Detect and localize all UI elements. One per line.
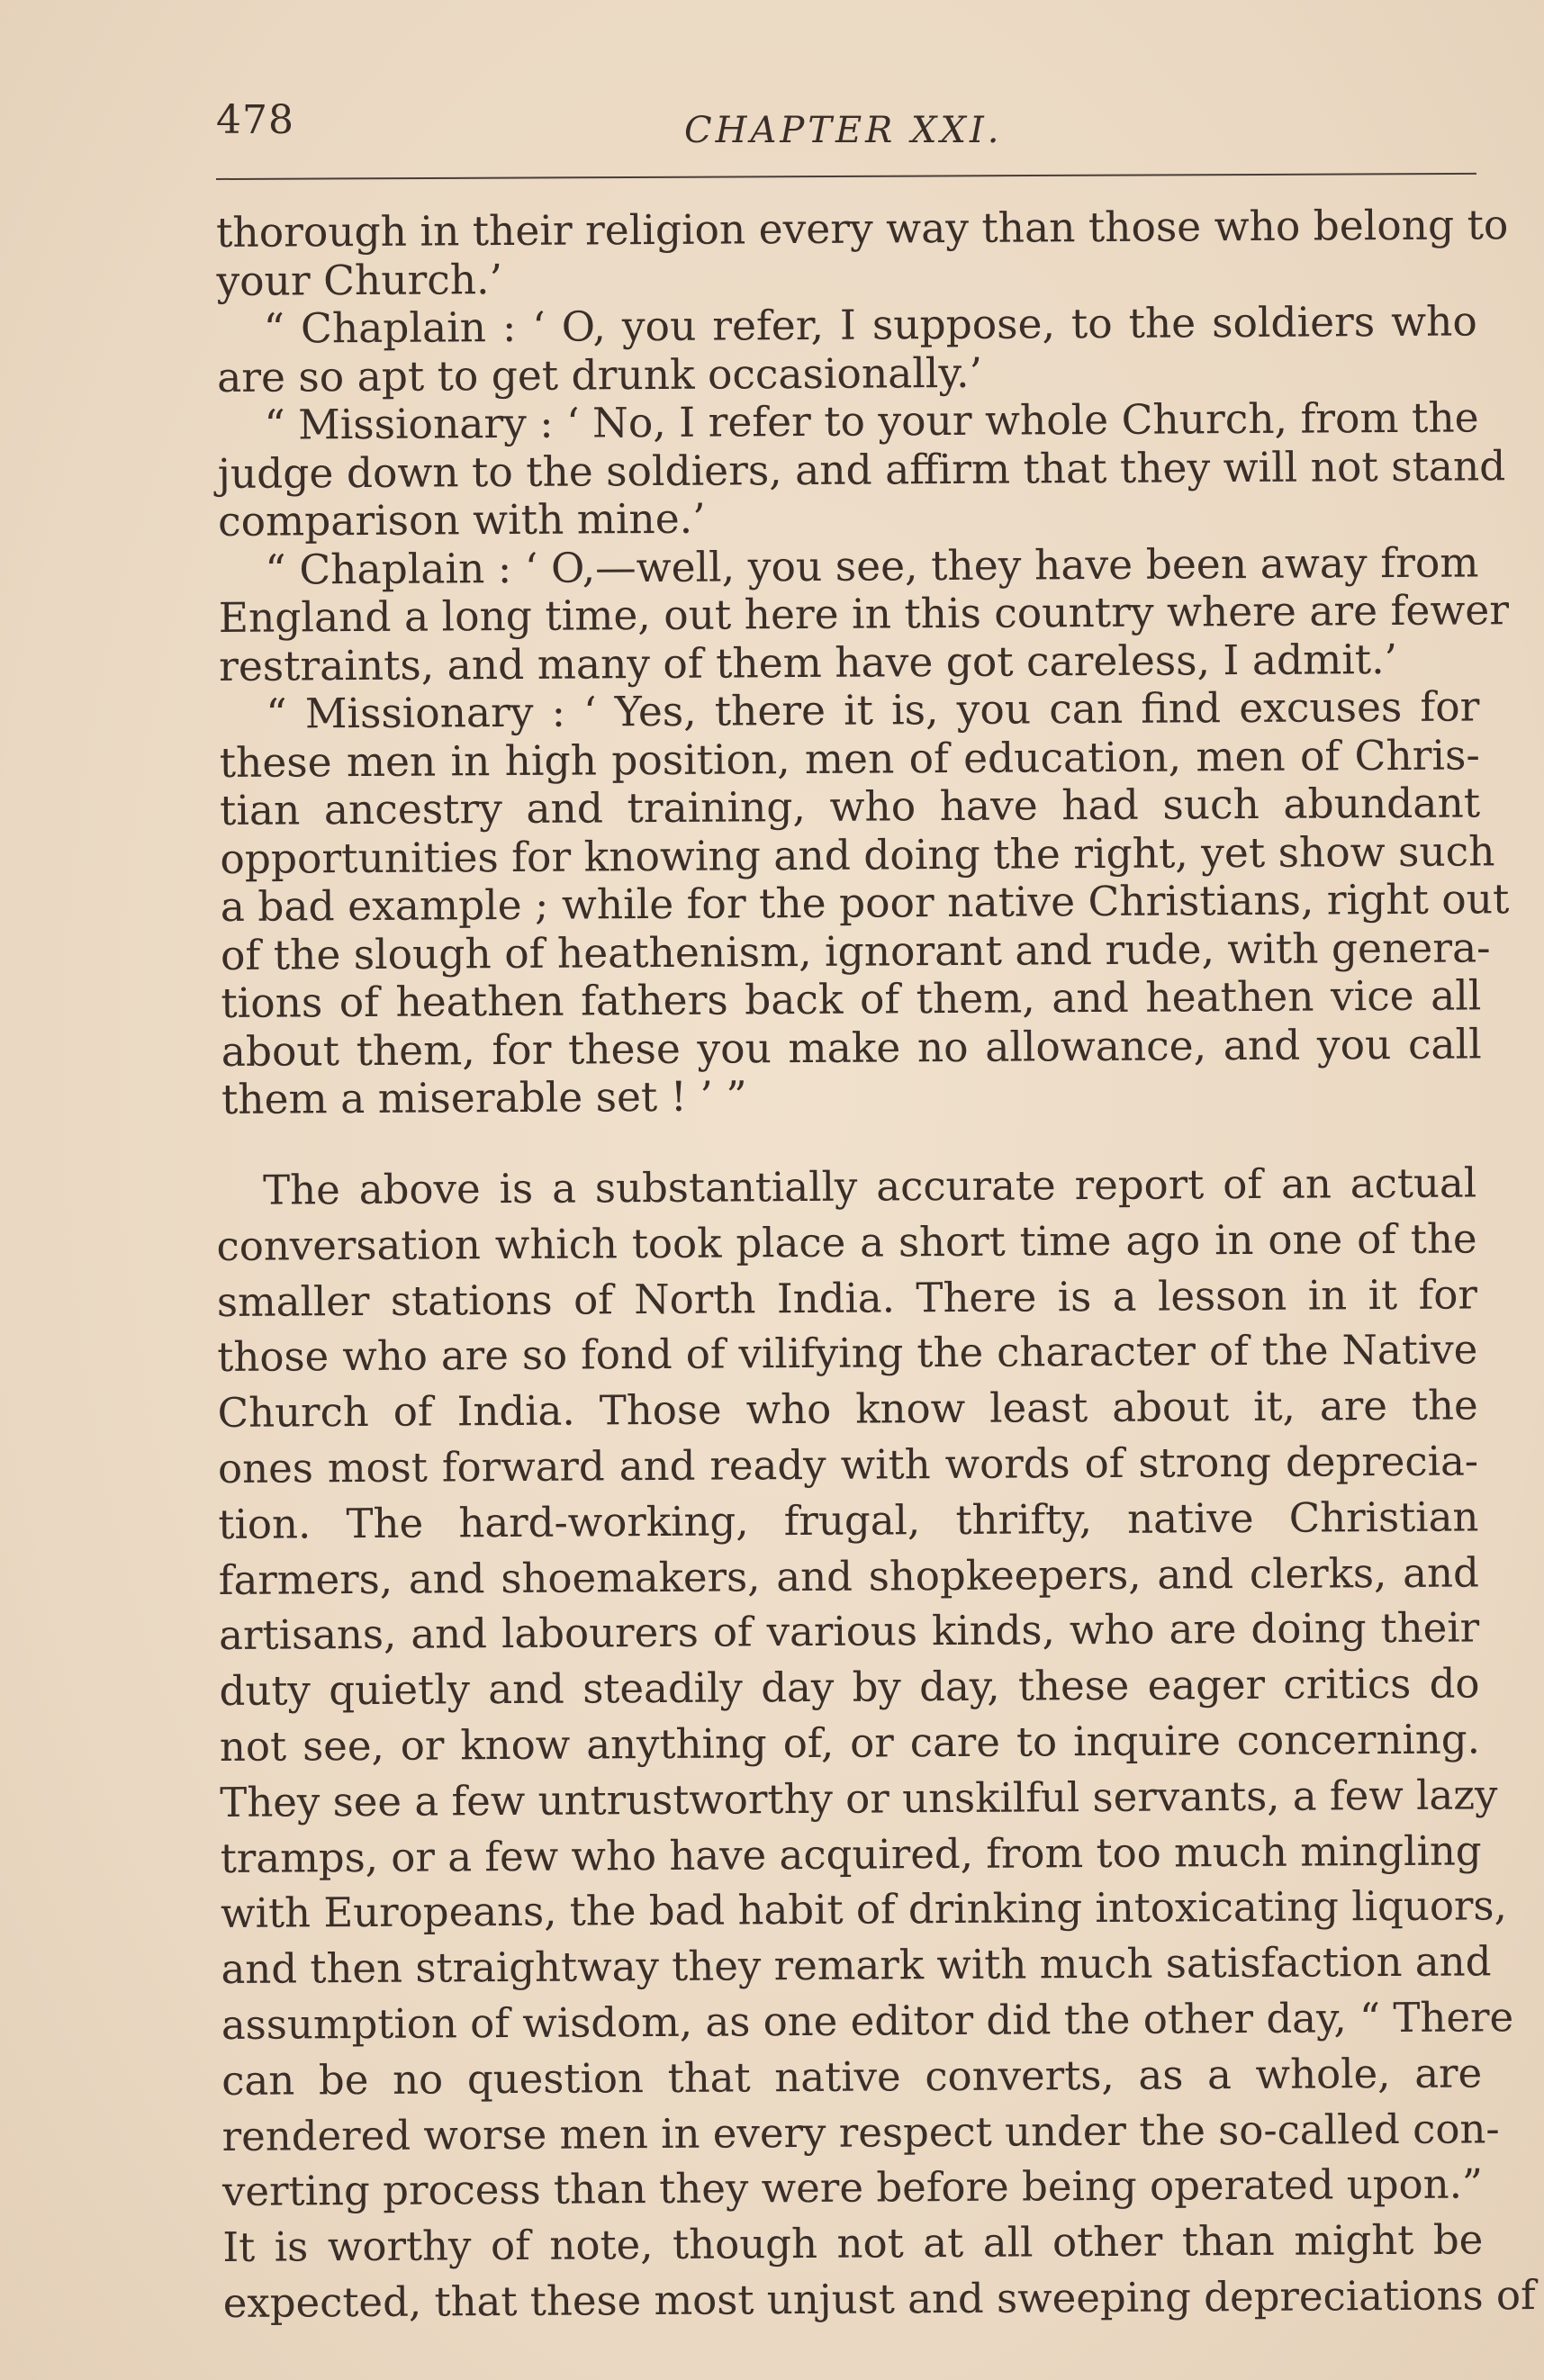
text-line: can be no question that native converts, as a whole, are	[221, 2049, 1483, 2105]
dialogue-passage	[216, 201, 1510, 1123]
text-line: artisans, and labourers of various kinds, who are doing their	[219, 1603, 1480, 1660]
text-line: these men in high position, men of education, men of Chris-	[219, 730, 1480, 787]
text-line: them a miserable set ! ’ ”	[221, 1072, 747, 1123]
text-line: of the slough of heathenism, ignorant and rude, with genera-	[220, 923, 1491, 979]
text-line: expected, that these most unjust and sweeping depreciations of	[222, 2271, 1536, 2327]
text-line: a bad example ; while for the poor native Christians, right out	[220, 875, 1510, 931]
text-line: verting process than they were before being operated upon.”	[221, 2159, 1484, 2216]
text-line: “ Missionary : ‘ No, I refer to your whole Church, from the	[264, 393, 1479, 449]
text-line: not see, or know anything of, or care to inquire concerning.	[219, 1715, 1481, 1771]
text-line: “ Chaplain : ‘ O,—well, you see, they have been away from	[265, 537, 1479, 594]
header-rule	[216, 173, 1476, 180]
text-line: and then straightway they remark with much satisfaction and	[221, 1937, 1492, 1994]
text-line: duty quietly and steadily day by day, these eager critics do	[219, 1659, 1480, 1716]
commentary-paragraph	[216, 1155, 1536, 2330]
text-line: opportunities for knowing and doing the right, yet show such	[220, 826, 1495, 883]
text-line: tions of heathen fathers back of them, and heathen vice all	[221, 971, 1482, 1027]
text-line: tion. The hard-working, frugal, thrifty, native Christian	[218, 1492, 1479, 1548]
text-line: ones most forward and ready with words of strong deprecia-	[217, 1437, 1479, 1492]
text-line: those who are so fond of vilifying the character of the Native	[217, 1325, 1478, 1382]
text-line: comparison with mine.’	[217, 494, 706, 545]
text-line: England a long time, out here in this country where are fewer	[218, 586, 1510, 642]
text-line: are so apt to get drunk occasionally.’	[216, 348, 983, 401]
running-header	[216, 97, 1476, 160]
text-line: with Europeans, the bad habit of drinking intoxicating liquors,	[220, 1881, 1508, 1938]
text-line: conversation which took place a short time ago in one of the	[216, 1214, 1477, 1270]
text-line: “ Chaplain : ‘ O, you refer, I suppose, to the soldiers who	[263, 297, 1477, 353]
text-line: The above is a substantially accurate report of an actual	[263, 1158, 1477, 1214]
text-line: Church of India. Those who know least about it, are the	[217, 1381, 1478, 1438]
text-line: thorough in their religion every way than those who belong to	[216, 201, 1509, 257]
text-line: judge down to the soldiers, and affirm that they will not stand	[217, 441, 1506, 498]
text-line: smaller stations of North India. There is a lesson in it for	[216, 1270, 1478, 1326]
text-line: They see a few untrustworthy or unskilful servants, a few lazy	[220, 1771, 1498, 1826]
text-line: rendered worse men in every respect under the so-called con-	[221, 2104, 1500, 2160]
text-line: “ Missionary : ‘ Yes, there it is, you can find excuses for	[266, 682, 1480, 738]
page-number: 478	[216, 97, 294, 143]
text-line: restraints, and many of them have got careless, I admit.’	[218, 635, 1398, 690]
text-line: about them, for these you make no allowance, and you call	[221, 1019, 1482, 1076]
text-line: farmers, and shoemakers, and shopkeepers, and clerks, and	[218, 1548, 1479, 1604]
chapter-title: CHAPTER XXI.	[684, 110, 1003, 151]
text-line: tramps, or a few who have acquired, from too much mingling	[220, 1826, 1482, 1882]
text-line: tian ancestry and training, who have had such abundant	[219, 779, 1481, 834]
text-line: It is worthy of note, though not at all other than might be	[222, 2215, 1484, 2272]
text-line: your Church.’	[216, 255, 503, 305]
text-line: assumption of wisdom, as one editor did the other day, “ There	[221, 1993, 1514, 2049]
